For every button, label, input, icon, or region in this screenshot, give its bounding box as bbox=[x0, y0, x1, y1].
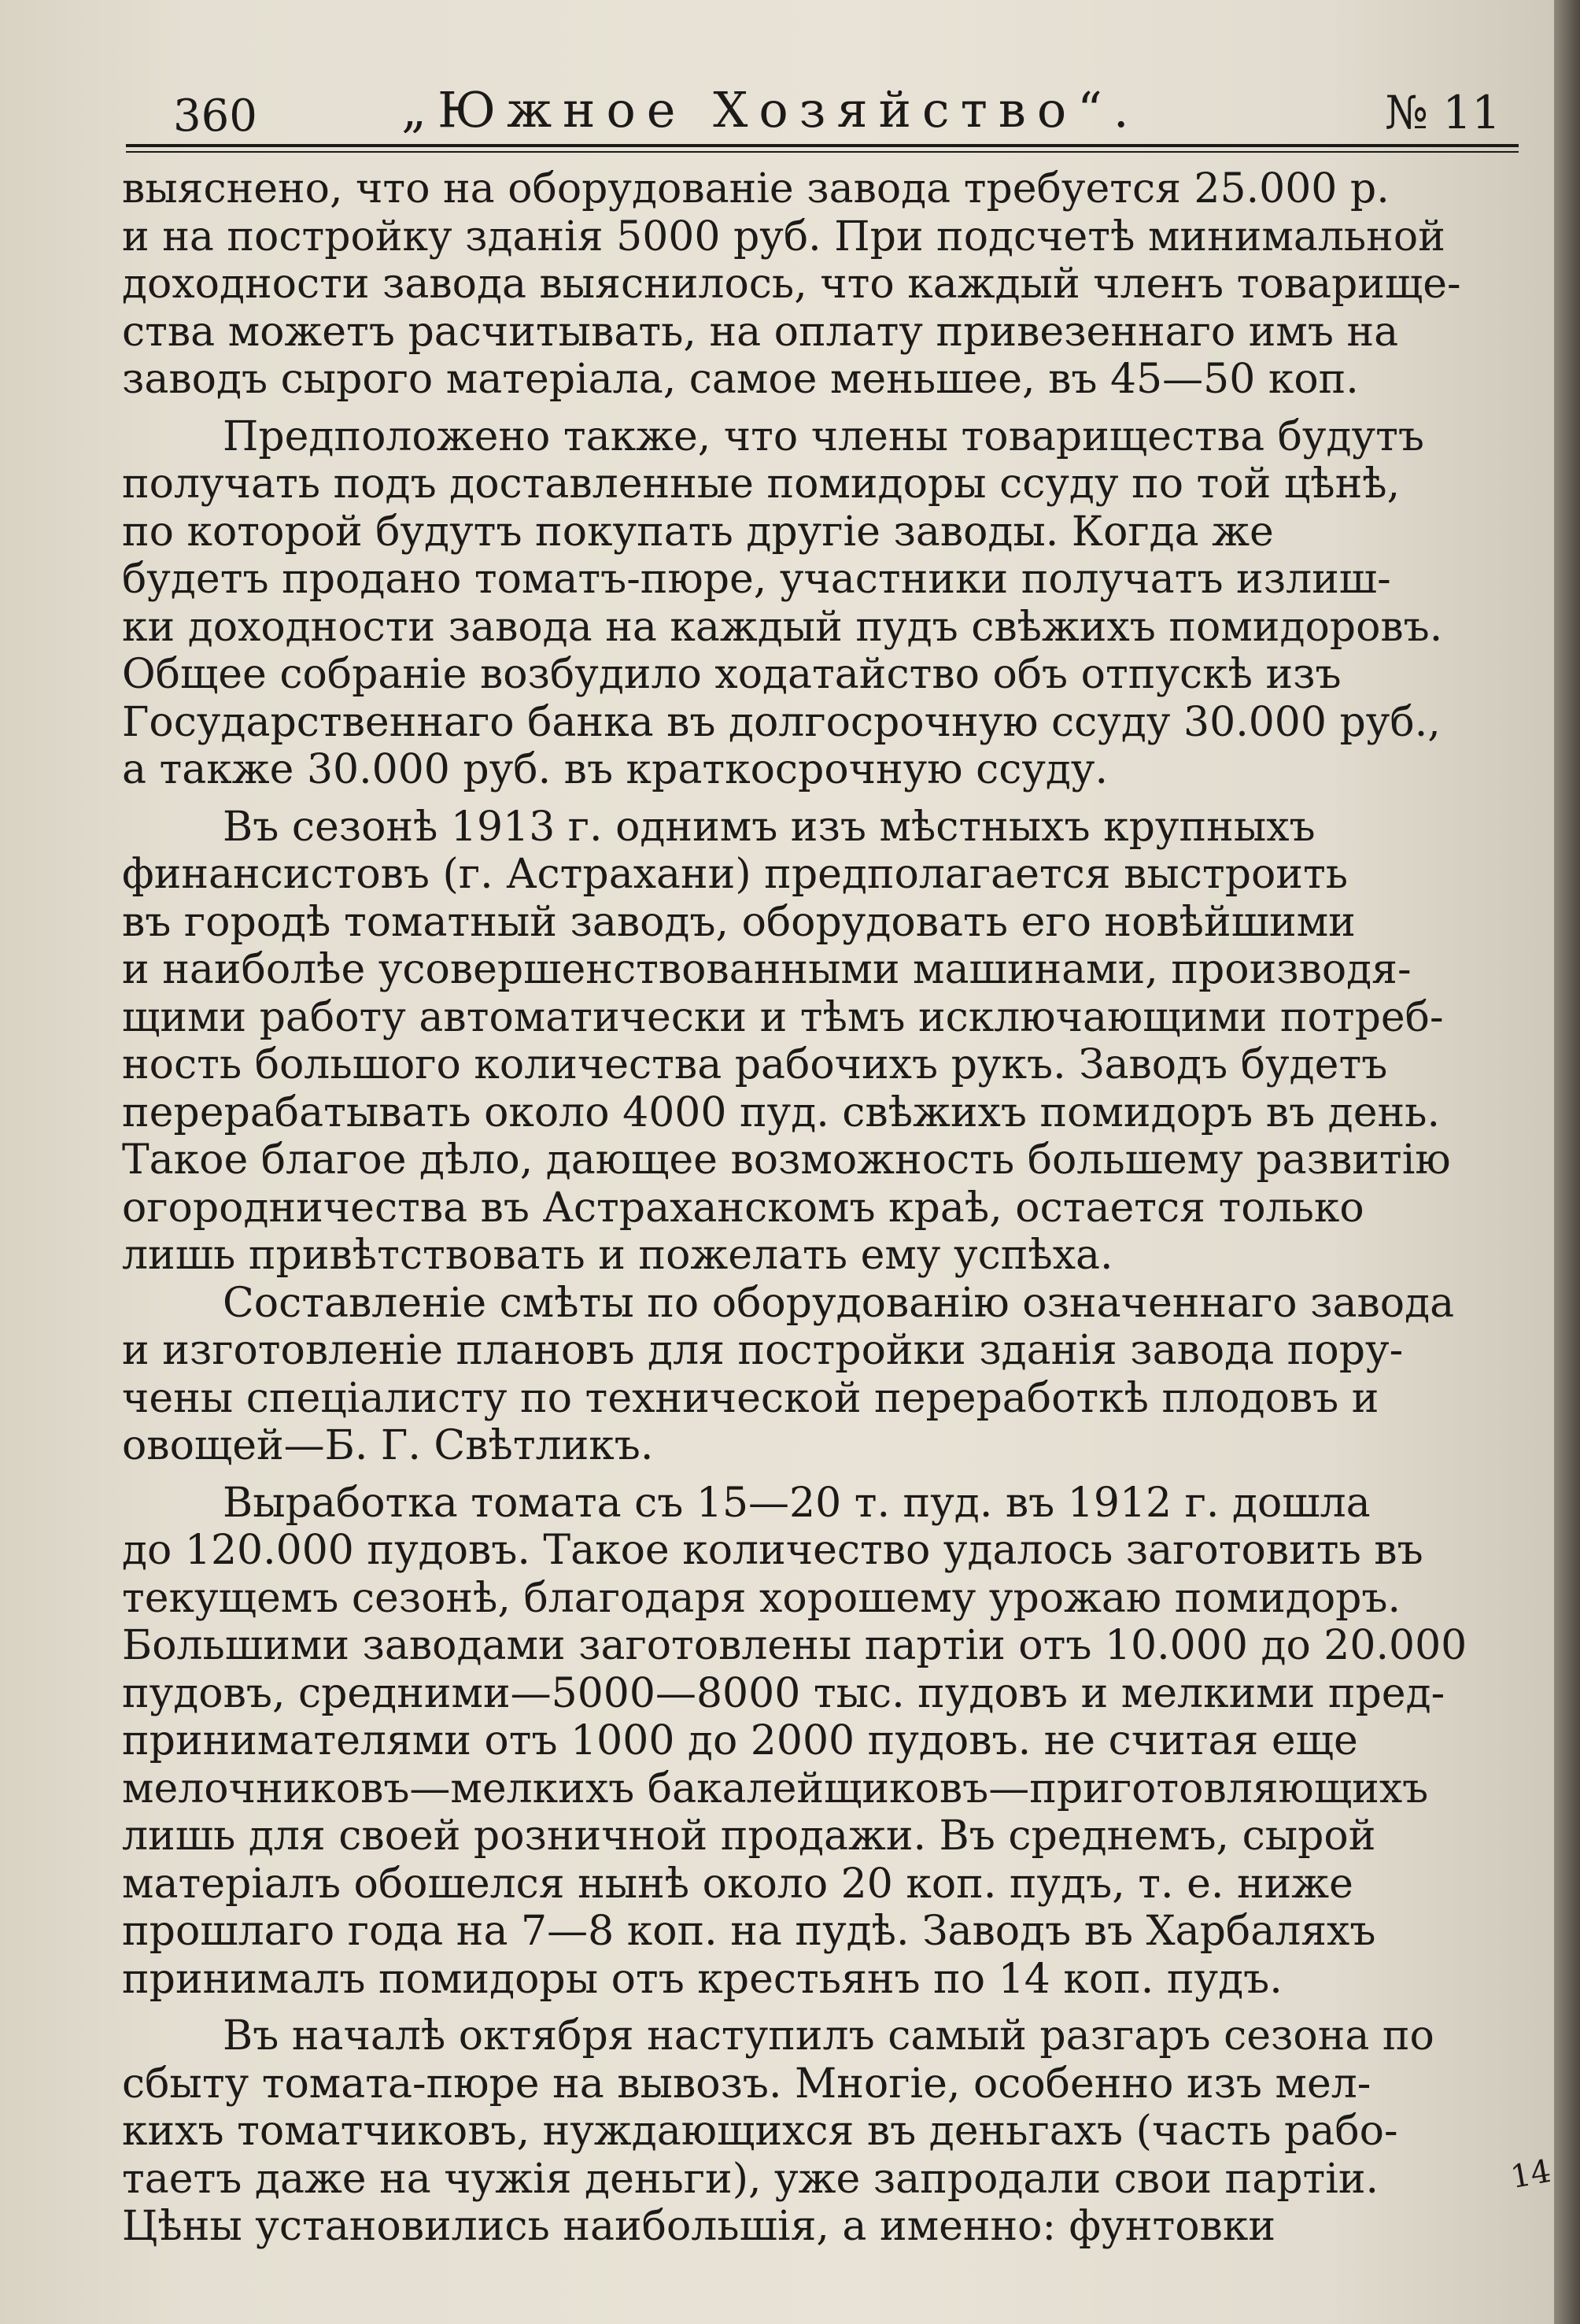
text-line: огородничества въ Астраханскомъ краѣ, остается только bbox=[122, 1184, 1364, 1232]
text-line: лишь привѣтствовать и пожелать ему успѣха. bbox=[122, 1232, 1113, 1279]
text-line: прошлаго года на 7—8 коп. на пудѣ. Заводъ въ Харбаляхъ bbox=[122, 1908, 1376, 1955]
text-line: до 120.000 пудовъ. Такое количество удалось заготовить въ bbox=[122, 1527, 1423, 1574]
text-line: кихъ томатчиковъ, нуждающихся въ деньгахъ (часть рабо- bbox=[122, 2108, 1398, 2155]
text-line: принимателями отъ 1000 до 2000 пудовъ. не считая еще bbox=[122, 1717, 1358, 1764]
text-line: Такое благое дѣло, дающее возможность большему развитію bbox=[122, 1136, 1451, 1184]
text-line: ность большого количества рабочихъ рукъ. Заводъ будетъ bbox=[122, 1041, 1388, 1088]
page-number: 360 bbox=[173, 91, 257, 142]
text-line: будетъ продано томатъ-пюре, участники получатъ излиш- bbox=[122, 556, 1391, 603]
text-line: Общее собраніе возбудило ходатайство объ отпускѣ изъ bbox=[122, 651, 1342, 698]
text-line: и наиболѣе усовершенствованными машинами, производя- bbox=[122, 946, 1412, 993]
text-line: овощей—Б. Г. Свѣтликъ. bbox=[122, 1422, 654, 1469]
text-line: перерабатывать около 4000 пуд. свѣжихъ помидоръ въ день. bbox=[122, 1088, 1440, 1136]
paragraph-start-line: Предположено также, что члены товарищества будутъ bbox=[223, 412, 1424, 460]
text-line: и изготовленіе плановъ для постройки зданія завода пору- bbox=[122, 1327, 1404, 1374]
text-line: щими работу автоматически и тѣмъ исключающими потреб- bbox=[122, 993, 1444, 1041]
text-line: заводъ сырого матеріала, самое меньшее, въ 45—50 коп. bbox=[122, 356, 1359, 403]
book-spine-edge bbox=[1554, 0, 1580, 2324]
header-rule-thin bbox=[126, 151, 1519, 153]
text-line: лишь для своей розничной продажи. Въ среднемъ, сырой bbox=[122, 1812, 1376, 1860]
text-line: Большими заводами заготовлены партіи отъ 10.000 до 20.000 bbox=[122, 1622, 1467, 1669]
text-line: Государственнаго банка въ долгосрочную ссуду 30.000 руб., bbox=[122, 698, 1441, 746]
text-line: сбыту томата-пюре на вывозъ. Многіе, особенно изъ мел- bbox=[122, 2060, 1371, 2108]
text-line: таетъ даже на чужія деньги), уже запродали свои партіи. bbox=[122, 2155, 1379, 2203]
text-line: а также 30.000 руб. въ краткосрочную ссуду. bbox=[122, 746, 1109, 793]
text-line: матеріалъ обошелся нынѣ около 20 коп. пудъ, т. е. ниже bbox=[122, 1860, 1353, 1908]
text-line: доходности завода выяснилось, что каждый членъ товарище- bbox=[122, 260, 1461, 308]
issue-number: № 11 bbox=[1385, 86, 1501, 139]
text-line: и на постройку зданія 5000 руб. При подсчетѣ минимальной bbox=[122, 212, 1445, 260]
paragraph-start-line: Въ сезонѣ 1913 г. однимъ изъ мѣстныхъ крупныхъ bbox=[223, 803, 1316, 851]
signature-mark: 14 bbox=[1508, 2152, 1554, 2197]
text-line: принималъ помидоры отъ крестьянъ по 14 коп. пудъ. bbox=[122, 1955, 1283, 2003]
text-line: чены спеціалисту по технической переработкѣ плодовъ и bbox=[122, 1374, 1379, 1422]
text-line: финансистовъ (г. Астрахани) предполагается выстроить bbox=[122, 851, 1349, 898]
text-line: въ городѣ томатный заводъ, оборудовать его новѣйшими bbox=[122, 898, 1356, 946]
text-line: по которой будутъ покупать другіе заводы. Когда же bbox=[122, 508, 1274, 556]
paragraph-start-line: Въ началѣ октября наступилъ самый разгаръ сезона по bbox=[223, 2012, 1434, 2060]
text-line: получать подъ доставленные помидоры ссуду по той цѣнѣ, bbox=[122, 460, 1401, 508]
paragraph-start-line: Выработка томата съ 15—20 т. пуд. въ 1912 г. дошла bbox=[223, 1479, 1371, 1527]
text-line: Цѣны установились наибольшія, а именно: фунтовки bbox=[122, 2203, 1275, 2250]
running-header bbox=[126, 75, 1519, 146]
text-line: текущемъ сезонѣ, благодаря хорошему урожаю помидоръ. bbox=[122, 1574, 1401, 1622]
journal-title: „Южное Хозяйство“. bbox=[401, 81, 1140, 139]
header-rule bbox=[126, 144, 1519, 147]
text-line: выяснено, что на оборудованіе завода требуется 25.000 р. bbox=[122, 165, 1390, 212]
paragraph-start-line: Составленіе смѣты по оборудованію означеннаго завода bbox=[223, 1279, 1455, 1327]
text-line: мелочниковъ—мелкихъ бакалейщиковъ—приготовляющихъ bbox=[122, 1764, 1429, 1812]
text-line: пудовъ, средними—5000—8000 тыс. пудовъ и мелкими пред- bbox=[122, 1669, 1445, 1717]
text-line: ки доходности завода на каждый пудъ свѣжихъ помидоровъ. bbox=[122, 603, 1443, 651]
text-line: ства можетъ расчитывать, на оплату привезеннаго имъ на bbox=[122, 308, 1399, 356]
body-text bbox=[122, 165, 1538, 2251]
